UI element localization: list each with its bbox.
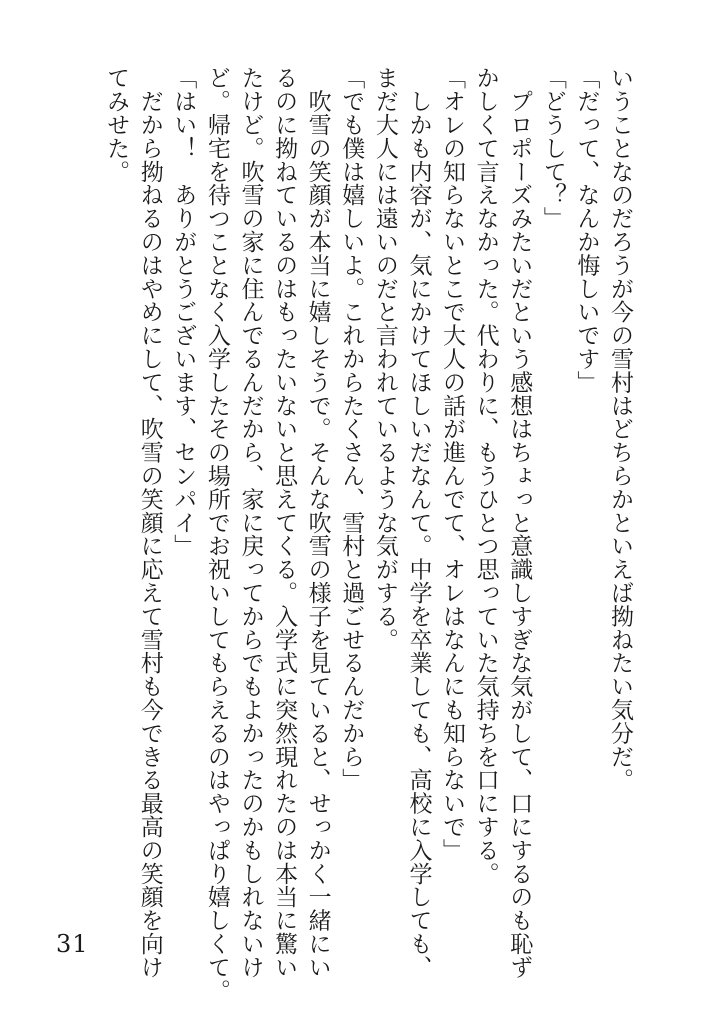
text-line: 吹雪の笑顔が本当に嬉しそうで。そんな吹雪の様子を見ていると、せっかく一緒にい <box>304 66 331 979</box>
text-line: いうことなのだろうが今の雪村はどちらかといえば拗ねたい気分だ。 <box>607 66 633 792</box>
text-line: まだ大人には遠いのだと言われているような気がする。 <box>371 66 398 651</box>
text-line: かしくて言えなかった。代わりに、もうひとつ思っていた気持ちを口にする。 <box>472 66 499 885</box>
text-line: てみせた。 <box>103 66 130 183</box>
vertical-text-body <box>99 66 637 1002</box>
text-line: だから拗ねるのはやめにして、吹雪の笑顔に応えて雪村も今できる最高の笑顔を向け <box>136 66 163 979</box>
text-line: 「はい！ ありがとうございます、センパイ」 <box>170 66 197 558</box>
page-number: 31 <box>56 930 89 958</box>
text-line: ど。帰宅を待つことなく入学したその場所でお祝いしてもらえるのはやっぱり嬉しくて。 <box>203 66 230 1002</box>
text-line: プロポーズみたいだという感想はちょっと意識しすぎな気がして、口にするのも恥ず <box>506 66 533 979</box>
text-line: しかも内容が、気にかけてほしいだなんて。中学を卒業しても、高校に入学しても、 <box>405 66 432 979</box>
text-line: たけど。吹雪の家に住んでるんだから、家に戻ってからでもよかったのかもしれないけ <box>237 66 264 979</box>
text-line: 「だって、なんか悔しいです」 <box>573 66 600 394</box>
text-line: るのに拗ねているのはもったいないと思えてくる。入学式に突然現れたのは本当に驚い <box>271 66 298 979</box>
text-line: 「でも僕は嬉しいよ。これからたくさん、雪村と過ごせるんだから」 <box>338 66 365 792</box>
text-line: 「オレの知らないとこで大人の話が進んでて、オレはなんにも知らないで」 <box>439 66 466 862</box>
text-line: 「どうして？」 <box>539 66 566 230</box>
